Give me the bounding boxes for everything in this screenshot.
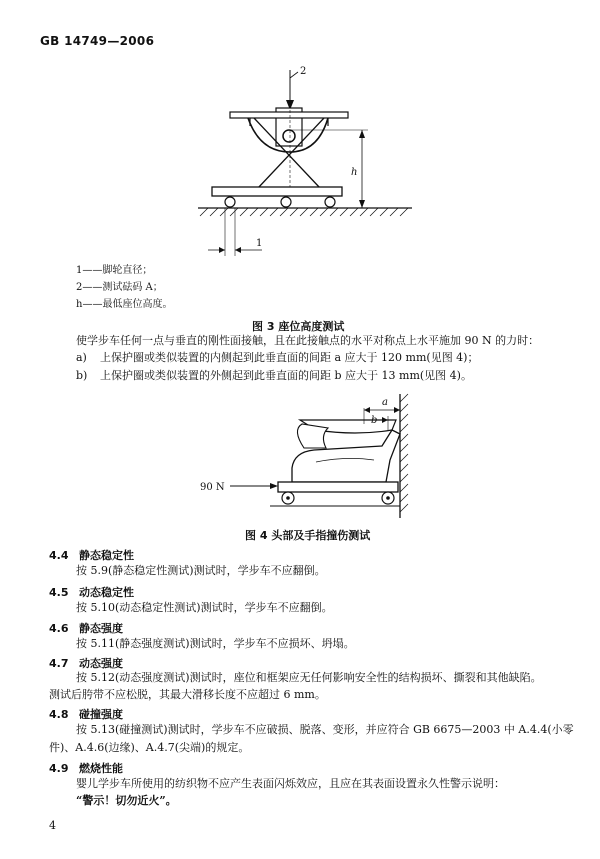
section-number: 4.8: [49, 708, 69, 721]
section-body-line: 按 5.9(静态稳定性测试)测试时，学步车不应翻倒。: [76, 564, 326, 577]
section-number: 4.4: [49, 549, 69, 562]
section-body-line: 婴儿学步车所使用的纺织物不应产生表面闪烁效应，且应在其表面设置永久性警示说明：: [76, 777, 505, 790]
figure-4-caption: 图 4 头部及手指撞伤测试: [245, 529, 371, 542]
intro-paragraph: 使学步车任何一点与垂直的刚性面接触，且在此接触点的水平对称点上水平施加 90 N 的力时：: [76, 334, 540, 347]
figure-4-diagram: [196, 390, 436, 520]
wheel-middle: [281, 197, 291, 207]
figure-3-caption: 图 3 座位高度测试: [252, 320, 345, 333]
list-marker: a): [76, 351, 87, 364]
standard-code: GB 14749—2006: [40, 34, 155, 48]
list-item-b: [76, 368, 472, 383]
section-number: 4.5: [49, 586, 69, 599]
list-text: 上保护圈或类似装置的外侧起到此垂直面的间距 b 应大于 13 mm(见图 4)。: [100, 369, 472, 382]
base-frame: [212, 187, 342, 196]
section-heading: [49, 760, 123, 776]
legend-item: 1——脚轮直径；: [76, 265, 153, 276]
height-label: h: [351, 167, 358, 178]
weight-number-label: 2: [300, 66, 307, 77]
top-ring: [230, 112, 348, 118]
section-number: 4.9: [49, 762, 69, 775]
section-heading: [49, 547, 134, 563]
base-frame: [278, 482, 398, 492]
legend-item: h——最低座位高度。: [76, 299, 173, 310]
figure-3-legend: [76, 264, 172, 312]
figure-3-diagram: [190, 60, 430, 260]
section-title: 静态强度: [79, 622, 123, 635]
section-number: 4.7: [49, 657, 69, 670]
force-label: 90 N: [200, 482, 225, 493]
section-number: 4.6: [49, 622, 69, 635]
section-heading: [49, 584, 134, 600]
legend-item: 2——测试砝码 A；: [76, 282, 163, 293]
section-title: 动态强度: [79, 657, 123, 670]
section-body-line: 按 5.12(动态强度测试)测试时，座位和框架应无任何影响安全性的结构损坏、撕裂和其他缺陷。: [76, 671, 542, 684]
list-marker: b): [76, 369, 88, 382]
section-body-line: 测试后胯带不应松脱，其最大滑移长度不应超过 6 mm。: [49, 688, 326, 701]
section-heading: [49, 706, 123, 722]
section-heading: [49, 620, 123, 636]
dimension-b-label: b: [371, 415, 378, 426]
wheel-number-label: 1: [256, 238, 263, 249]
list-item-a: [76, 350, 478, 365]
section-body-line: 按 5.13(碰撞测试)测试时，学步车不应破损、脱落、变形，并应符合 GB 6675—2003 中 A.4.4(小零: [76, 723, 574, 736]
dimension-a-label: a: [382, 397, 388, 408]
section-body-line: 件)、A.4.6(边缘)、A.4.7(尖端)的规定。: [49, 741, 250, 754]
seat: [297, 424, 328, 448]
section-body-line: 按 5.10(动态稳定性测试)测试时，学步车不应翻倒。: [76, 601, 333, 614]
section-title: 静态稳定性: [79, 549, 134, 562]
section-title: 碰撞强度: [79, 708, 123, 721]
section-heading: [49, 655, 123, 671]
list-text: 上保护圈或类似装置的内侧起到此垂直面的间距 a 应大于 120 mm(见图 4)；: [100, 351, 479, 364]
section-title: 动态稳定性: [79, 586, 134, 599]
wheel-right: [325, 197, 335, 207]
section-body-line: “警示！切勿近火”。: [76, 794, 177, 807]
page-number: 4: [49, 819, 56, 832]
section-title: 燃烧性能: [79, 762, 123, 775]
section-body-line: 按 5.11(静态强度测试)测试时，学步车不应损坏、坍塌。: [76, 637, 355, 650]
wheel-left: [225, 197, 235, 207]
